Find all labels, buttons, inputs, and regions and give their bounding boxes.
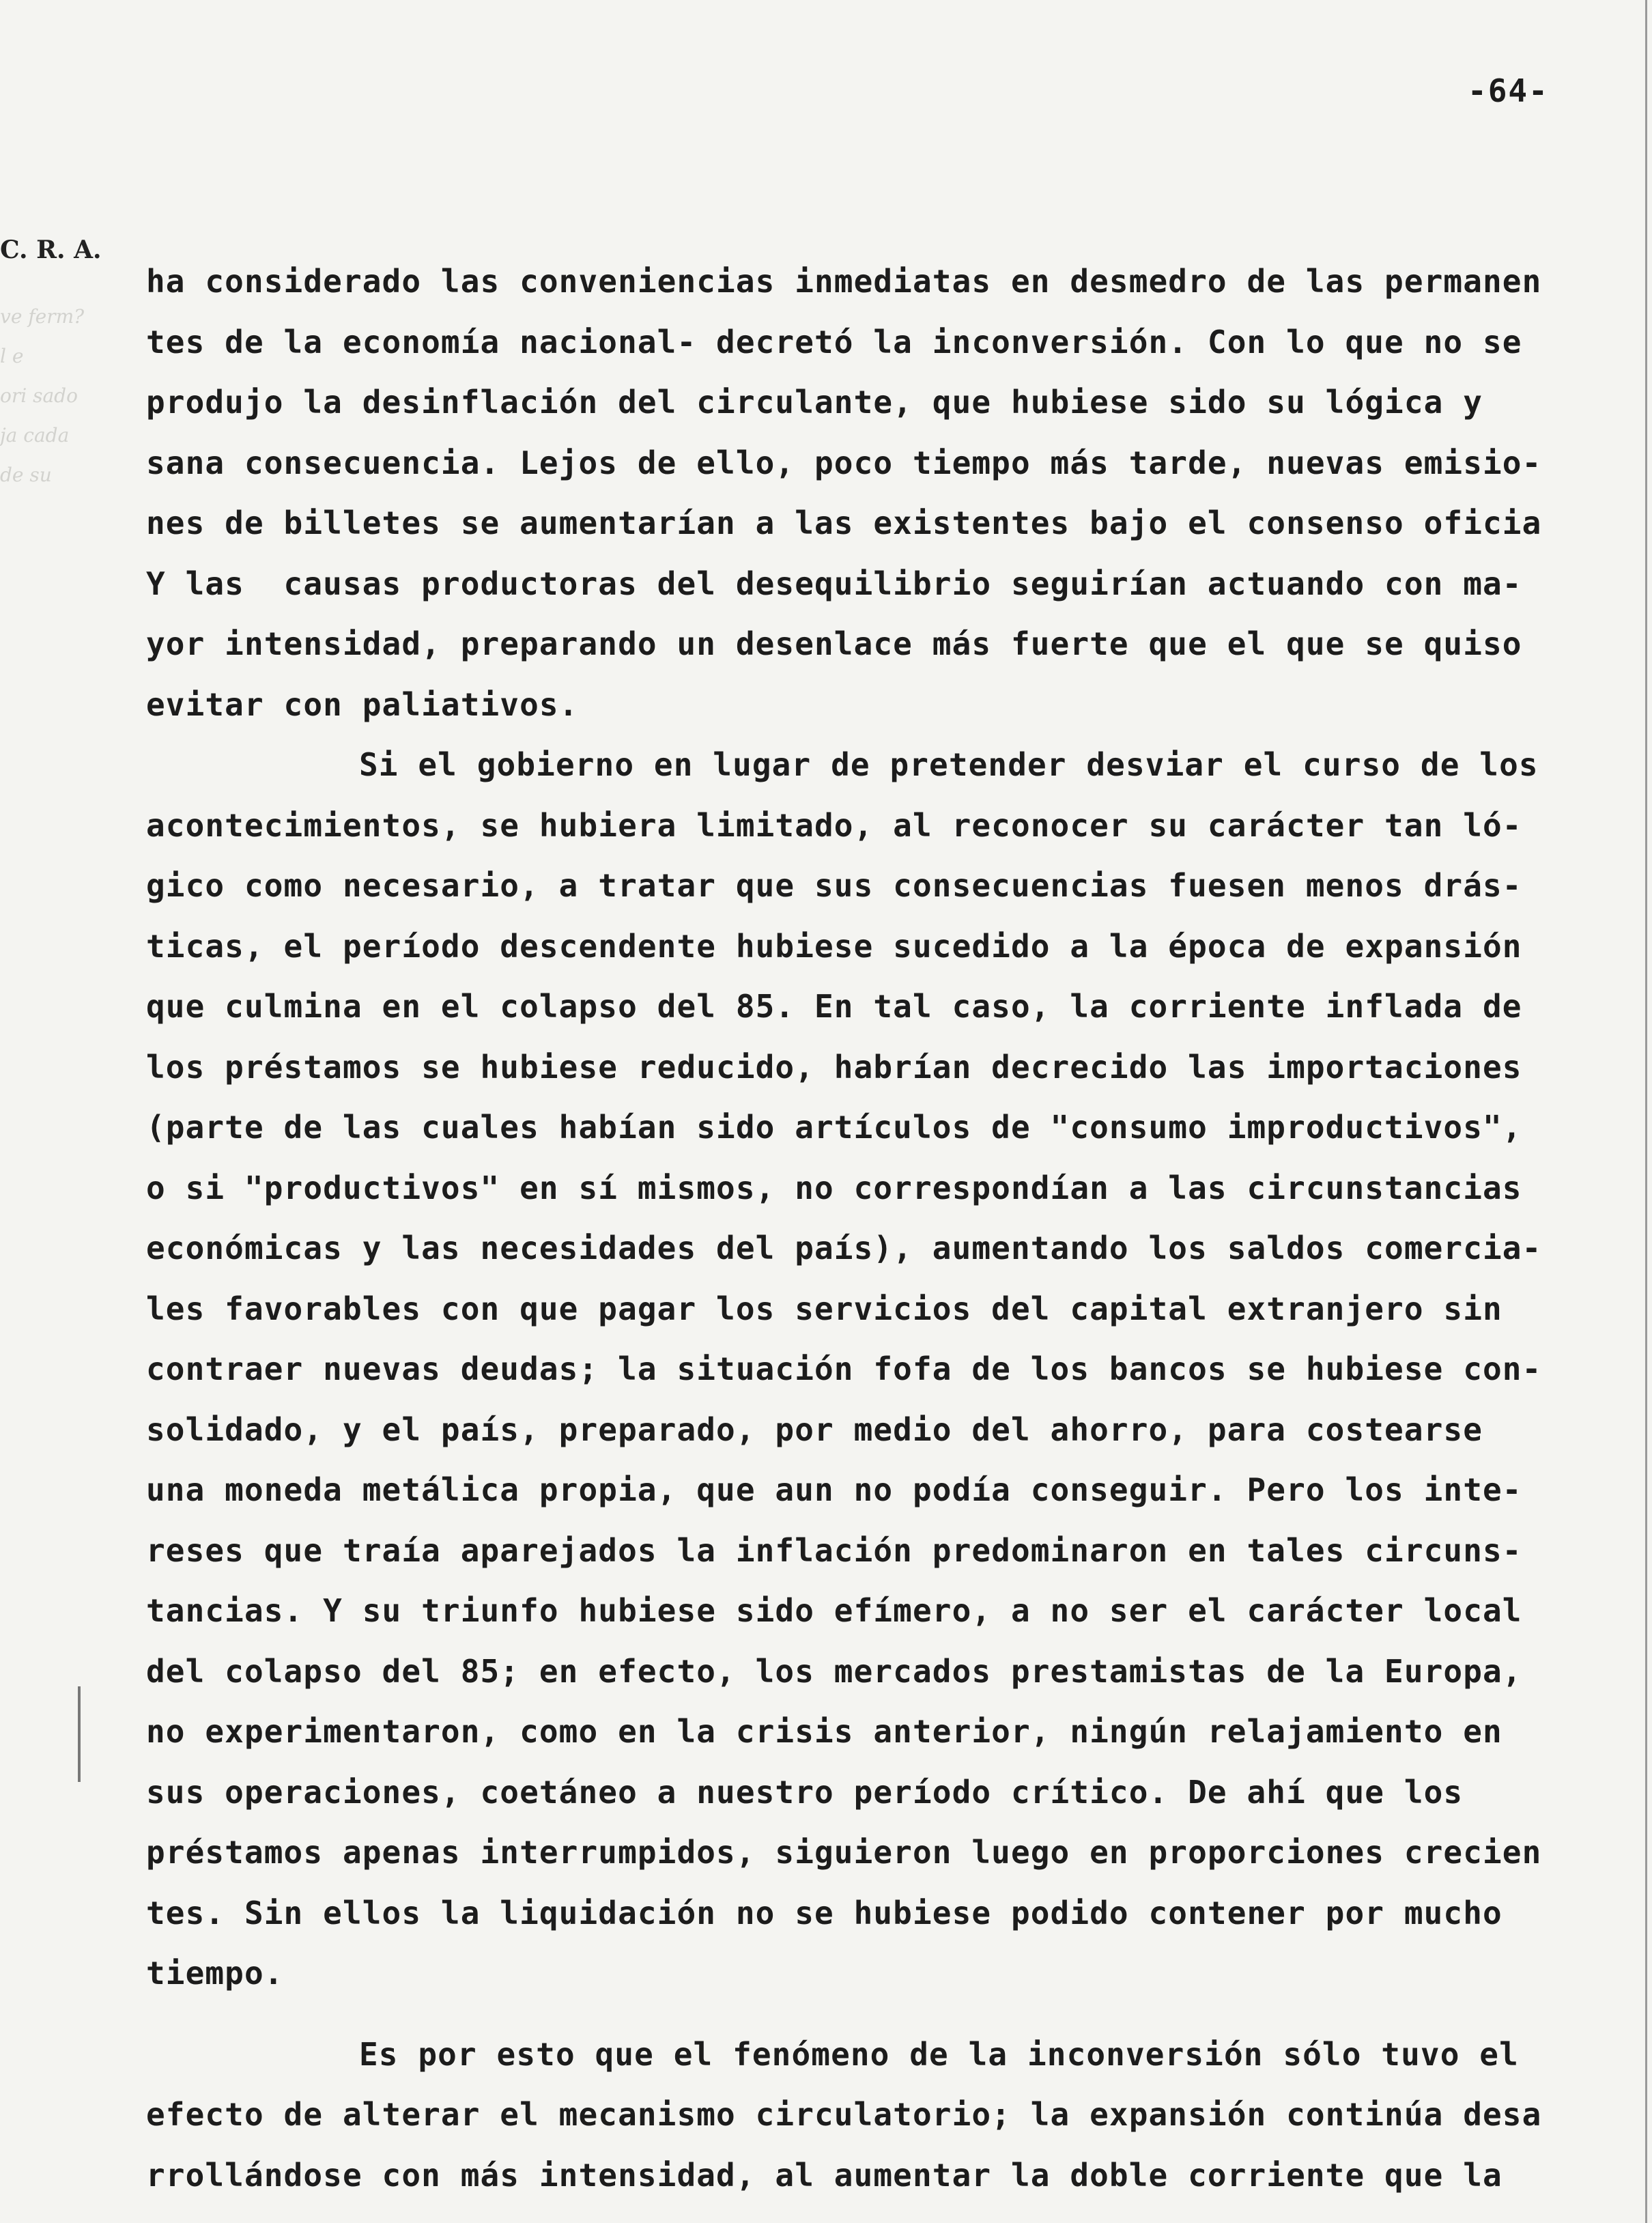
page-edge-line (1645, 0, 1647, 2223)
page-number: -64- (1468, 72, 1549, 109)
text-line: les favorables con que pagar los servicios del capital extranjero sin (146, 1290, 1503, 1327)
text-line: del colapso del 85; en efecto, los mercados prestamistas de la Europa, (146, 1652, 1522, 1690)
text-line: solidado, y el país, preparado, por medio del ahorro, para costearse (146, 1411, 1483, 1448)
text-line: préstamos apenas interrumpidos, siguieron luego en proporciones crecien (146, 1834, 1542, 1871)
text-line: gico como necesario, a tratar que sus consecuencias fuesen menos drás- (146, 867, 1522, 904)
body-text (146, 251, 1634, 2205)
text-line: una moneda metálica propia, que aun no podía conseguir. Pero los inte- (146, 1471, 1522, 1508)
text-line: contraer nuevas deudas; la situación fofa de los bancos se hubiese con- (146, 1350, 1542, 1387)
text-line: yor intensidad, preparando un desenlace más fuerte que el que se quiso (146, 625, 1522, 662)
margin-note: l e (0, 345, 24, 367)
margin-mark (78, 1686, 81, 1782)
margin-note: ori sado (0, 384, 78, 407)
text-line: Es por esto que el fenómeno de la inconversión sólo tuvo el (359, 2035, 1519, 2073)
text-line: tes de la economía nacional- decretó la inconversión. Con lo que no se (146, 323, 1522, 360)
text-line: nes de billetes se aumentarían a las existentes bajo el consenso oficia (146, 505, 1542, 541)
text-line: rrollándose con más intensidad, al aumentar la doble corriente que la (146, 2156, 1503, 2194)
paragraph-gap (146, 2004, 1634, 2024)
text-line: acontecimientos, se hubiera limitado, al reconocer su carácter tan ló- (146, 806, 1522, 844)
text-line: tes. Sin ellos la liquidación no se hubiese podido contener por mucho (146, 1894, 1503, 1931)
text-line: los préstamos se hubiese reducido, habrían decrecido las importaciones (146, 1048, 1522, 1086)
text-line: Y las causas productoras del desequilibrio seguirían actuando con ma- (146, 565, 1522, 602)
text-line: o si "productivos" en sí mismos, no correspondían a las circunstancias (146, 1169, 1522, 1206)
text-line: económicas y las necesidades del país), aumentando los saldos comercia- (146, 1230, 1542, 1266)
paragraph (146, 251, 1634, 735)
text-line: tiempo. (146, 1955, 284, 1992)
text-line: sus operaciones, coetáneo a nuestro período crítico. De ahí que los (146, 1773, 1464, 1811)
text-line: (parte de las cuales habían sido artículos de "consumo improductivos", (146, 1109, 1522, 1146)
paragraph (146, 2024, 1634, 2206)
text-line: Si el gobierno en lugar de pretender desviar el curso de los (359, 746, 1539, 783)
text-line: tancias. Y su triunfo hubiese sido efímero, a no ser el carácter local (146, 1592, 1522, 1629)
margin-note: ve ferm? (0, 305, 85, 328)
text-line: efecto de alterar el mecanismo circulatorio; la expansión continúa desa (146, 2096, 1542, 2133)
text-line: ticas, el período descendente hubiese sucedido a la época de expansión (146, 927, 1522, 965)
text-line: produjo la desinflación del circulante, que hubiese sido su lógica y (146, 384, 1483, 421)
margin-note: de su (0, 464, 52, 486)
text-line: reses que traía aparejados la inflación predominaron en tales circuns- (146, 1531, 1522, 1569)
text-line: ha considerado las conveniencias inmediatas en desmedro de las permanen (146, 263, 1542, 300)
paragraph (146, 735, 1634, 2004)
text-line: evitar con paliativos. (146, 685, 579, 723)
text-line: no experimentaron, como en la crisis anterior, ningún relajamiento en (146, 1713, 1503, 1750)
text-line: que culmina en el colapso del 85. En tal caso, la corriente inflada de (146, 988, 1522, 1025)
faint-margin-notes (0, 297, 137, 495)
text-line: sana consecuencia. Lejos de ello, poco tiempo más tarde, nuevas emisio- (146, 444, 1542, 481)
margin-stamp: C. R. A. (0, 236, 102, 264)
margin-note: ja cada (0, 424, 70, 447)
